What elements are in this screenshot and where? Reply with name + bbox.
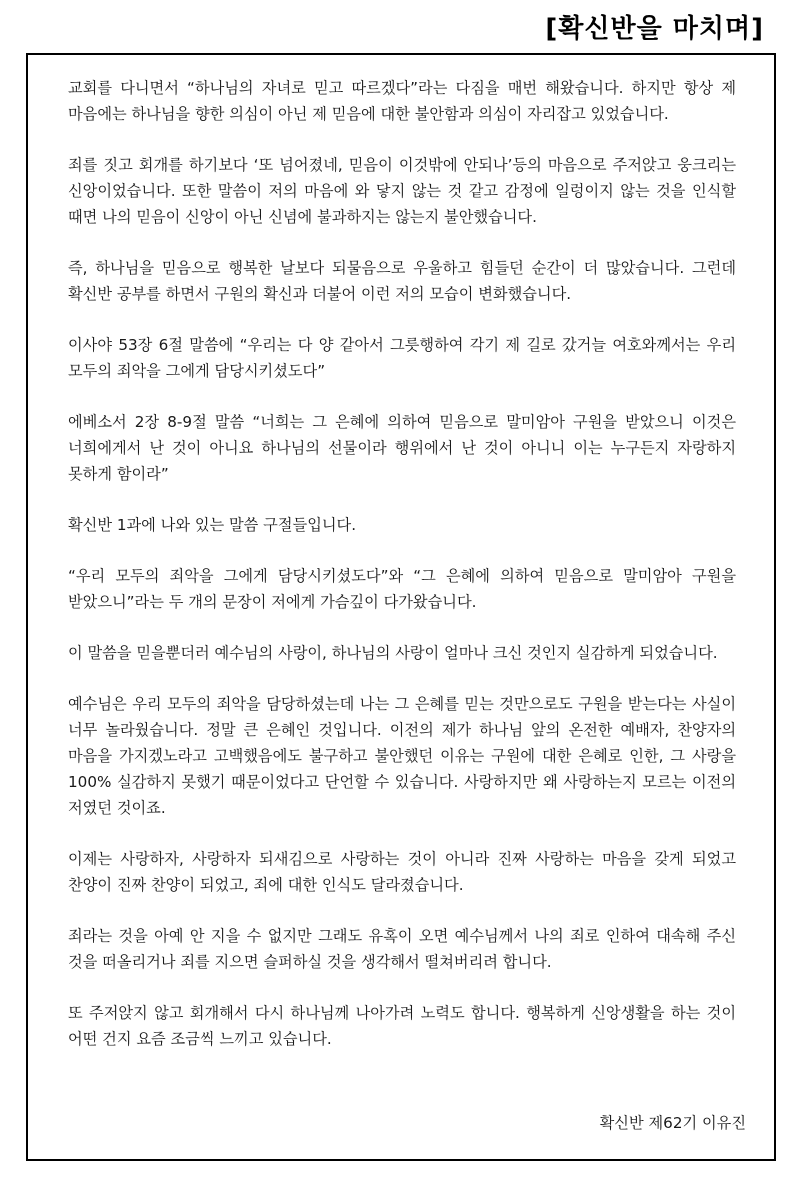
paragraph: 죄라는 것을 아예 안 지을 수 없지만 그래도 유혹이 오면 예수님께서 나의 죄로 인하여 대속해 주신 것을 떠올리거나 죄를 지으면 슬퍼하실 것을 생각해서 떨쳐버리려 합니다. bbox=[68, 927, 736, 971]
paragraph: 에베소서 2장 8-9절 말씀 “너희는 그 은혜에 의하여 믿음으로 말미암아 구원을 받았으니 이것은 너희에게서 난 것이 아니요 하나님의 선물이라 행위에서 난 것이 아니니 이는 누구든지 자랑하지 못하게 함이라” bbox=[68, 413, 736, 483]
author-signature: 확신반 제62기 이유진 bbox=[599, 1114, 746, 1132]
paragraph: 확신반 1과에 나와 있는 말씀 구절들입니다. bbox=[68, 516, 357, 534]
paragraph: 즉, 하나님을 믿음으로 행복한 날보다 되물음으로 우울하고 힘들던 순간이 더 많았습니다. 그런데 확신반 공부를 하면서 구원의 확신과 더불어 이런 저의 모습이 변화했습니다. bbox=[68, 259, 736, 303]
essay-body bbox=[68, 75, 736, 1077]
paragraph: “우리 모두의 죄악을 그에게 담당시키셨도다”와 “그 은혜에 의하여 믿음으로 말미암아 구원을 받았으니”라는 두 개의 문장이 저에게 가슴깊이 다가왔습니다. bbox=[68, 567, 736, 611]
paragraph: 교회를 다니면서 “하나님의 자녀로 믿고 따르겠다”라는 다짐을 매번 해왔습니다. 하지만 항상 제 마음에는 하나님을 향한 의심이 아닌 제 믿음에 대한 불안함과 의심이 자리잡고 있었습니다. bbox=[68, 79, 736, 123]
paragraph: 또 주저앉지 않고 회개해서 다시 하나님께 나아가려 노력도 합니다. 행복하게 신앙생활을 하는 것이 어떤 건지 요즘 조금씩 느끼고 있습니다. bbox=[68, 1004, 736, 1048]
essay-frame bbox=[26, 53, 776, 1161]
paragraph: 죄를 짓고 회개를 하기보다 ‘또 넘어졌네, 믿음이 이것밖에 안되나’등의 마음으로 주저앉고 웅크리는 신앙이었습니다. 또한 말씀이 저의 마음에 와 닿지 않는 것 같고 감정에 일렁이지 않는 것을 인식할 때면 나의 믿음이 신앙이 아닌 신념에 불과하지는 않는지 불안했습니다. bbox=[68, 156, 736, 226]
paragraph: 이 말씀을 믿을뿐더러 예수님의 사랑이, 하나님의 사랑이 얼마나 크신 것인지 실감하게 되었습니다. bbox=[68, 644, 718, 662]
page-title: [확신반을 마치며] bbox=[545, 14, 764, 44]
paragraph: 이사야 53장 6절 말씀에 “우리는 다 양 같아서 그릇행하여 각기 제 길로 갔거늘 여호와께서는 우리 모두의 죄악을 그에게 담당시키셨도다” bbox=[68, 336, 736, 380]
paragraph: 예수님은 우리 모두의 죄악을 담당하셨는데 나는 그 은혜를 믿는 것만으로도 구원을 받는다는 사실이 너무 놀라웠습니다. 정말 큰 은혜인 것입니다. 이전의 제가 하나님 앞의 온전한 예배자, 찬양자의 마음을 가지겠노라고 고백했음에도 불구하고 불안했던 이유는 구원에 대한 은혜로 인한, 그 사랑을 100% 실감하지 못했기 때문이었다고 단언할 수 있습니다. 사랑하지만 왜 사랑하는지 모르는 이전의 저였던 것이죠. bbox=[68, 695, 736, 817]
paragraph: 이제는 사랑하자, 사랑하자 되새김으로 사랑하는 것이 아니라 진짜 사랑하는 마음을 갖게 되었고 찬양이 진짜 찬양이 되었고, 죄에 대한 인식도 달라졌습니다. bbox=[68, 850, 736, 894]
